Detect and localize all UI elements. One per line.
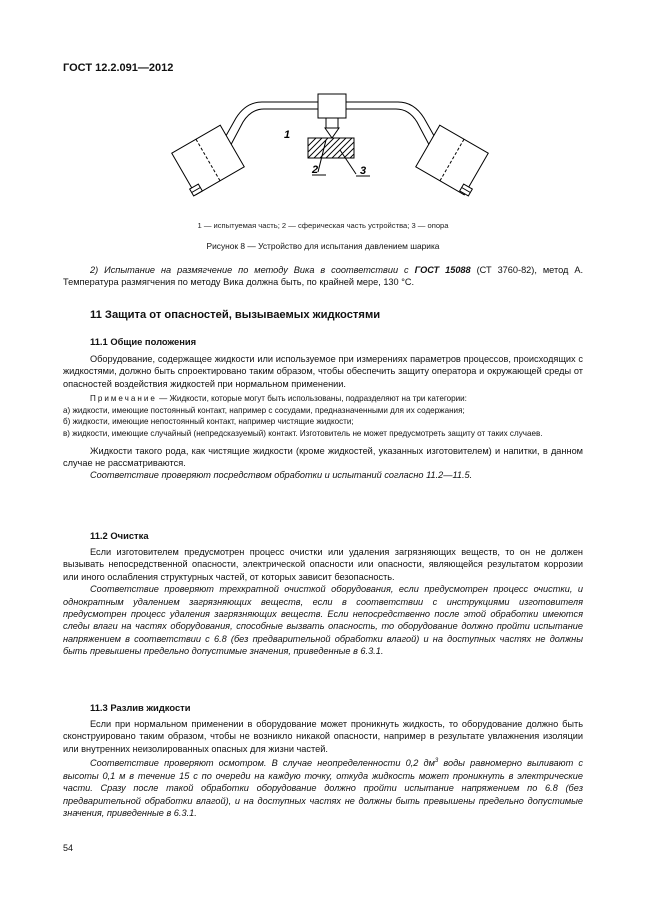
s11-3-compliance [63, 755, 583, 819]
note-item-b: б) жидкости, имеющие непостоянный контакт, например чистящие жидкости; [63, 417, 354, 427]
vicat-text-pre: 2) Испытание на размягчение по методу Вика в соответствии с [90, 265, 415, 275]
right-weight [416, 125, 488, 195]
note-item-c: в) жидкости, имеющие случайный (непредсказуемый) контакт. Изготовитель не может предусмотреть защиту от таких случаев. [63, 429, 543, 438]
section-11-3-title: 11.3 Разлив жидкости [90, 702, 191, 713]
page-number: 54 [63, 843, 74, 853]
s11-1-compliance: Соответствие проверяют посредством обработки и испытаний согласно 11.2—11.5. [90, 470, 473, 481]
vicat-paragraph [63, 264, 583, 289]
center-block [318, 94, 346, 118]
section-11-3-body [63, 718, 583, 819]
label-2: 2 [312, 164, 319, 176]
document-header: ГОСТ 12.2.091—2012 [63, 62, 174, 74]
cubic-superscript: 3 [434, 758, 439, 765]
figure-legend: 1 — испытуемая часть; 2 — сферическая часть устройства; 3 — опора [197, 221, 449, 230]
left-arm-inner [226, 109, 318, 154]
s11-1-paragraph-2: Жидкости такого рода, как чистящие жидкости (кроме жидкостей, указанных изготовителем) и напитки, в данном случае не рассматриваются. [63, 445, 583, 468]
label-1: 1 [284, 129, 291, 141]
vicat-text-post: (СТ 3760-82), метод А. Температура размягчения по методу Вика должна быть, по крайней мере, 130 °С. [63, 265, 584, 288]
center-stem [326, 118, 338, 128]
note-item-a: а) жидкости, имеющие постоянный контакт, например с сосудами, предназначенными для их содержания; [63, 405, 465, 415]
section-11-1-title: 11.1 Общие положения [90, 336, 197, 347]
section-11-title: 11 Защита от опасностей, вызываемых жидкостями [90, 309, 381, 321]
gost-reference: ГОСТ 15088 [414, 265, 471, 275]
spherical-tip [325, 128, 339, 138]
s11-1-paragraph-1: Оборудование, содержащее жидкости или используемое при измерениях параметров процессов, происходящих с жидкостями, должно быть спроектировано таким образом, чтобы обеспечить защиту оператора и окружающей среды от опасностей воздействия жидкостей при нормальном применении. [63, 354, 583, 389]
s11-3-text-pre: Соответствие проверяют осмотром. В случае неопределенности 0,2 дм [90, 758, 435, 769]
note-label: Примечание [90, 394, 157, 404]
s11-3-text-post: воды равномерно выливают с высоты 0,1 м в течение 15 с по очереди на каждую точку, откуда жидкость может проникнуть в электрические части. Сразу после такой обработки оборудование должно пройти испытание напряжением по 6.8 (без предварительной обработки влагой), и на доступных частях не должны быть превышены предельно допустимые значения, приведенные в 6.3.1. [63, 758, 583, 818]
section-11-2-body [63, 546, 583, 658]
left-weight [172, 125, 244, 195]
s11-2-compliance: Соответствие проверяют трехкратной очисткой оборудования, если предусмотрен процесс очистки, и однократным удалением загрязняющих веществ, если в соответствии с инструкциями изготовителя предусмотрен процесс удаления загрязняющих веществ. Если непосредственно после этой обработки имеются следы влаги на частях оборудования, способные вызвать опасность, то оборудование должно пройти испытание напряжением в соответствии с 6.8 (без предварительной обработки влагой) и на доступных частях не должны быть превышены предельно допустимые значения, приведенные в 6.3.1. [63, 584, 583, 657]
figure-caption: Рисунок 8 — Устройство для испытания давлением шарика [206, 241, 440, 251]
s11-2-paragraph-1: Если изготовителем предусмотрен процесс очистки или удаления загрязняющих веществ, то он не должен вызывать непосредственной опасности, электрической опасности или опасности, являющейся результатом коррозии или иного ослабления структурных частей, от которых зависит безопасность. [63, 547, 583, 582]
note-text: — Жидкости, которые могут быть использованы, подразделяют на три категории: [156, 394, 467, 404]
s11-1-note [63, 393, 583, 439]
section-11-1-body [63, 353, 583, 482]
ball-pressure-apparatus-figure [160, 88, 500, 206]
s11-3-paragraph-1: Если при нормальном применении в оборудование может проникнуть жидкость, то оборудование должно быть сконструировано таким образом, чтобы не возникло никакой опасности, например в результате увлажнения изоляции или внутренних неизолированных опасных для жизни частей. [63, 719, 583, 754]
section-11-2-title: 11.2 Очистка [90, 530, 149, 541]
right-arm-inner [346, 109, 434, 154]
label-3: 3 [360, 165, 367, 177]
